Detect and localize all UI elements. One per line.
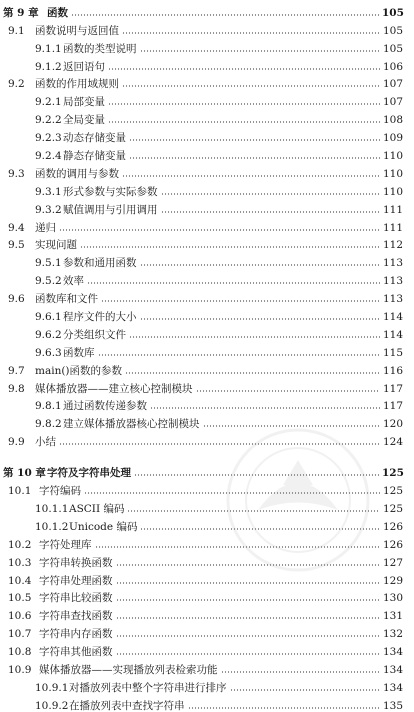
toc-page-number: 131 — [382, 610, 403, 623]
toc-entry-number: 9.1 — [8, 24, 25, 37]
toc-entry-title: 字符串查找函数 — [39, 610, 113, 623]
toc-entry-number: 10.7 — [8, 628, 32, 641]
toc-entry-number: 9.3.1 — [35, 185, 62, 198]
toc-entry-number: 9.8.2 — [35, 418, 62, 431]
toc-entry-number: 第 9 章 — [3, 6, 39, 19]
toc-entry-number: 10.3 — [8, 556, 32, 569]
toc-page-number: 109 — [382, 132, 403, 145]
dot-leader — [122, 85, 380, 87]
toc-entry-number: 9.5.2 — [35, 275, 62, 288]
toc-entry-number: 9.8.1 — [35, 400, 62, 413]
toc-subsection-entry — [0, 269, 414, 287]
toc-page-number: 114 — [382, 311, 403, 324]
toc-entry-number: 9.2 — [8, 78, 25, 91]
toc-section-entry — [0, 640, 414, 658]
toc-subsection-entry — [0, 55, 414, 73]
toc-subsection-entry — [0, 251, 414, 269]
toc-chapter-entry — [0, 461, 414, 479]
toc-page-number: 126 — [382, 538, 403, 551]
toc-page-number: 134 — [382, 681, 403, 694]
dot-leader — [188, 707, 381, 709]
toc-section-entry — [0, 479, 414, 497]
toc-entry-title: ASCII 编码 — [69, 502, 125, 515]
toc-entry-title: 在播放列表中查找字符串 — [69, 699, 185, 712]
toc-entry-number: 9.8 — [8, 382, 25, 395]
dot-leader — [134, 474, 380, 476]
toc-entry-title: 全局变量 — [63, 114, 105, 127]
toc-page-number: 117 — [382, 400, 403, 413]
toc-page-number: 120 — [382, 418, 403, 431]
toc-entry-number: 9.2.2 — [35, 114, 62, 127]
dot-leader — [122, 175, 380, 177]
toc-entry-title: Unicode 编码 — [69, 520, 138, 533]
toc-section-entry — [0, 19, 414, 37]
toc-section-entry — [0, 162, 414, 180]
dot-leader — [108, 68, 380, 70]
dot-leader — [84, 492, 380, 494]
dot-leader — [80, 246, 380, 248]
toc-page-number: 125 — [382, 467, 404, 480]
toc-page-number: 107 — [382, 78, 403, 91]
toc-subsection-entry — [0, 497, 414, 515]
toc-entry-title: 建立媒体播放器核心控制模块 — [63, 418, 200, 431]
toc-entry-number: 9.7 — [8, 364, 25, 377]
toc-page-number: 113 — [382, 275, 403, 288]
toc-page-number: 124 — [382, 436, 403, 449]
toc-page-number: 117 — [382, 382, 403, 395]
toc-entry-title: 字符串内存函数 — [39, 628, 113, 641]
toc-entry-title: 参数和通用函数 — [63, 257, 137, 270]
toc-page-number: 113 — [382, 293, 403, 306]
toc-subsection-entry — [0, 412, 414, 430]
toc-entry-title: 实现问题 — [35, 239, 77, 252]
dot-leader — [116, 653, 381, 655]
toc-subsection-entry — [0, 694, 414, 712]
toc-entry-number: 10.1.2 — [35, 520, 69, 533]
toc-page-number: 132 — [382, 628, 403, 641]
dot-leader — [116, 564, 381, 566]
toc-entry-number: 10.2 — [8, 538, 32, 551]
toc-section-entry — [0, 359, 414, 377]
toc-entry-number: 9.4 — [8, 221, 25, 234]
toc-page-number: 106 — [382, 60, 403, 73]
dot-leader — [129, 139, 380, 141]
toc-section-entry — [0, 73, 414, 91]
toc-page-number: 127 — [382, 556, 403, 569]
dot-leader — [203, 425, 381, 427]
toc-page-number: 125 — [382, 502, 403, 515]
toc-entry-title: 函数的调用与参数 — [35, 167, 119, 180]
toc-entry-number: 10.1 — [8, 485, 32, 498]
dot-leader — [140, 318, 381, 320]
toc-page-number: 110 — [382, 185, 403, 198]
toc-entry-title: 媒体播放器——实现播放列表检索功能 — [39, 663, 218, 676]
toc-entry-number: 9.6.3 — [35, 346, 62, 359]
dot-leader — [59, 443, 380, 445]
toc-entry-title: 函数库和文件 — [35, 293, 98, 306]
toc-entry-title: 递归 — [35, 221, 56, 234]
toc-entry-number: 9.6.2 — [35, 328, 62, 341]
dot-leader — [221, 671, 381, 673]
toc-entry-title: 字符串处理函数 — [39, 574, 113, 587]
toc-subsection-entry — [0, 305, 414, 323]
dot-leader — [161, 211, 381, 213]
toc-page-number: 134 — [382, 663, 403, 676]
toc-page-number: 111 — [382, 221, 403, 234]
dot-leader — [116, 582, 381, 584]
dot-leader — [129, 157, 380, 159]
toc-entry-number: 9.5.1 — [35, 257, 62, 270]
toc-entry-title: 局部变量 — [63, 96, 105, 109]
toc-entry-title: 效率 — [63, 275, 84, 288]
toc-page-number: 125 — [382, 485, 403, 498]
toc-page-number: 113 — [382, 257, 403, 270]
toc-entry-title: 函数 — [47, 6, 68, 19]
toc-entry-number: 9.3 — [8, 167, 25, 180]
dot-leader — [140, 264, 381, 266]
dot-leader — [127, 510, 380, 512]
toc-subsection-entry — [0, 37, 414, 55]
toc-entry-title: 函数说明与返回值 — [35, 24, 119, 37]
toc-entry-number: 9.2.1 — [35, 96, 62, 109]
toc-section-entry — [0, 658, 414, 676]
toc-entry-number: 9.1.2 — [35, 60, 62, 73]
dot-leader — [101, 300, 380, 302]
toc-subsection-entry — [0, 144, 414, 162]
toc-subsection-entry — [0, 108, 414, 126]
dot-leader — [122, 32, 380, 34]
toc-chapter-entry — [0, 1, 414, 19]
dot-leader — [116, 635, 381, 637]
toc-page-number: 108 — [382, 114, 403, 127]
toc-entry-number: 10.9.1 — [35, 681, 69, 694]
toc-entry-title: 字符及字符串处理 — [47, 467, 131, 480]
toc-section-entry — [0, 569, 414, 587]
toc-section-entry — [0, 216, 414, 234]
toc-page-number: 110 — [382, 150, 403, 163]
dot-leader — [98, 354, 381, 356]
toc-entry-title: 分类组织文件 — [63, 328, 126, 341]
toc-section-entry — [0, 587, 414, 605]
toc-page-number: 114 — [382, 328, 403, 341]
toc-entry-title: 小结 — [35, 436, 56, 449]
toc-entry-number: 10.8 — [8, 646, 32, 659]
dot-leader — [87, 282, 380, 284]
toc-page-number: 111 — [382, 203, 403, 216]
toc-page-number: 129 — [382, 574, 403, 587]
dot-leader — [230, 689, 381, 691]
toc-entry-title: 静态存储变量 — [63, 150, 126, 163]
toc-subsection-entry — [0, 198, 414, 216]
toc-page-number: 107 — [382, 96, 403, 109]
toc-entry-title: 字符处理库 — [39, 538, 92, 551]
toc-entry-title: 返回语句 — [63, 60, 105, 73]
toc-entry-title: 媒体播放器——建立核心控制模块 — [35, 382, 193, 395]
toc-subsection-entry — [0, 676, 414, 694]
toc-section-entry — [0, 234, 414, 252]
toc-entry-title: 函数的类型说明 — [63, 42, 137, 55]
toc-entry-title: 赋值调用与引用调用 — [63, 203, 158, 216]
toc-entry-number: 9.5 — [8, 239, 25, 252]
toc-page-number: 112 — [382, 239, 403, 252]
toc-page-number: 105 — [382, 24, 403, 37]
toc-entry-number: 9.6 — [8, 293, 25, 306]
toc-page-number: 126 — [382, 520, 403, 533]
toc-entry-number: 第 10 章 — [3, 467, 46, 480]
dot-leader — [71, 14, 380, 16]
toc-subsection-entry — [0, 323, 414, 341]
dot-leader — [108, 121, 380, 123]
dot-leader — [125, 372, 380, 374]
dot-leader — [129, 336, 380, 338]
toc-subsection-entry — [0, 180, 414, 198]
toc-entry-number: 10.9 — [8, 663, 32, 676]
toc-entry-number: 9.3.2 — [35, 203, 62, 216]
toc-entry-title: 函数的作用域规则 — [35, 78, 119, 91]
toc-page-number: 110 — [382, 167, 403, 180]
toc-section-entry — [0, 287, 414, 305]
toc-entry-title: main()函数的参数 — [35, 364, 123, 377]
toc-section-entry — [0, 604, 414, 622]
toc-subsection-entry — [0, 395, 414, 413]
dot-leader — [116, 617, 381, 619]
toc-page-number: 115 — [382, 346, 403, 359]
toc-entry-number: 10.4 — [8, 574, 32, 587]
toc-section-entry — [0, 551, 414, 569]
toc-entry-number: 9.1.1 — [35, 42, 62, 55]
toc-page-number: 105 — [382, 42, 403, 55]
toc-section-entry — [0, 533, 414, 551]
toc-subsection-entry — [0, 515, 414, 533]
toc-entry-number: 10.5 — [8, 592, 32, 605]
toc-page-number: 116 — [382, 364, 403, 377]
toc-section-entry — [0, 622, 414, 640]
toc-entry-title: 动态存储变量 — [63, 132, 126, 145]
toc-entry-number: 9.2.4 — [35, 150, 62, 163]
toc-entry-title: 程序文件的大小 — [63, 311, 137, 324]
dot-leader — [140, 528, 380, 530]
toc-entry-number: 10.1.1 — [35, 502, 69, 515]
toc-entry-title: 字符编码 — [39, 485, 81, 498]
toc-entry-title: 字符串其他函数 — [39, 646, 113, 659]
toc-subsection-entry — [0, 341, 414, 359]
toc-entry-number: 10.6 — [8, 610, 32, 623]
table-of-contents — [0, 1, 414, 712]
toc-entry-title: 字符串转换函数 — [39, 556, 113, 569]
toc-entry-number: 9.9 — [8, 436, 25, 449]
toc-entry-title: 对播放列表中整个字符串进行排序 — [69, 681, 227, 694]
toc-subsection-entry — [0, 90, 414, 108]
dot-leader — [59, 229, 380, 231]
toc-entry-number: 9.2.3 — [35, 132, 62, 145]
toc-subsection-entry — [0, 126, 414, 144]
toc-entry-title: 字符串比较函数 — [39, 592, 113, 605]
toc-page-number: 130 — [382, 592, 403, 605]
toc-section-entry — [0, 377, 414, 395]
toc-entry-title: 通过函数传递参数 — [63, 400, 147, 413]
toc-entry-title: 函数库 — [63, 346, 95, 359]
dot-leader — [196, 390, 381, 392]
dot-leader — [95, 546, 381, 548]
toc-page-number: 135 — [382, 699, 403, 712]
toc-page-number: 134 — [382, 646, 403, 659]
dot-leader — [140, 50, 381, 52]
toc-entry-title: 形式参数与实际参数 — [63, 185, 158, 198]
toc-entry-number: 10.9.2 — [35, 699, 69, 712]
dot-leader — [150, 407, 380, 409]
toc-section-entry — [0, 430, 414, 448]
dot-leader — [161, 193, 381, 195]
dot-leader — [108, 103, 380, 105]
toc-entry-number: 9.6.1 — [35, 311, 62, 324]
toc-page-number: 105 — [382, 6, 404, 19]
dot-leader — [116, 599, 381, 601]
